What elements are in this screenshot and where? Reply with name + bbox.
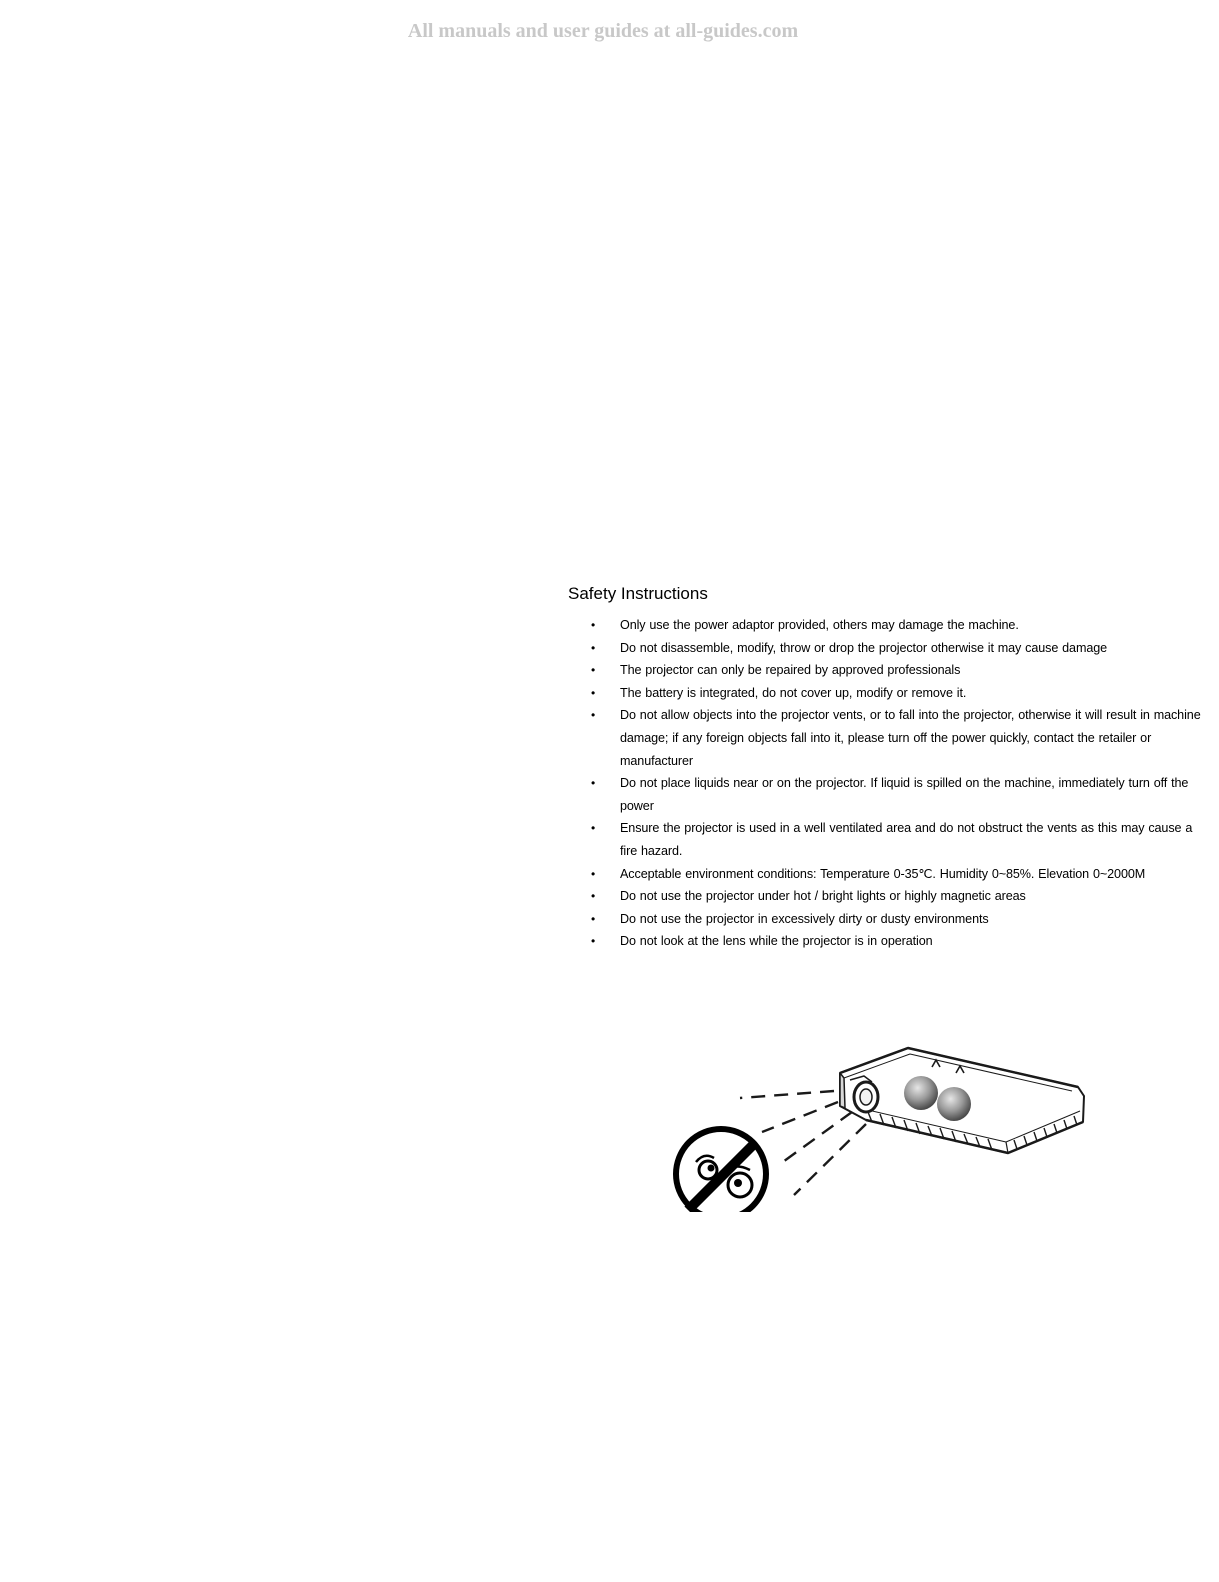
bullet: • [591, 663, 596, 678]
list-item-text: Do not use the projector under hot / bright lights or highly magnetic areas [620, 889, 1026, 904]
bullet: • [591, 911, 596, 926]
bullet: • [591, 821, 596, 836]
list-item [591, 682, 1213, 705]
bullet: • [591, 776, 596, 791]
list-item-text: The battery is integrated, do not cover up, modify or remove it. [620, 685, 967, 700]
section-title: Safety Instructions [568, 584, 708, 603]
list-item-text: Do not disassemble, modify, throw or drop the projector otherwise it may cause damage [620, 640, 1108, 655]
list-item-text: Only use the power adaptor provided, others may damage the machine. [620, 618, 1019, 632]
bullet: • [591, 934, 596, 949]
list-item [591, 704, 1213, 772]
bullet: • [591, 618, 596, 632]
list-item [591, 930, 1213, 953]
no-looking-at-lens-illustration [668, 1040, 1098, 1215]
list-item [591, 659, 1213, 682]
bullet: • [591, 640, 596, 655]
list-item-text: Do not allow objects into the projector vents, or to fall into the projector, otherwise it will result in machine damage; if any foreign objects fall into it, please turn off the power quickly, contact the retailer or manufacturer [620, 708, 1201, 768]
list-item [591, 614, 1213, 637]
list-item [591, 885, 1213, 908]
list-item-text: Do not look at the lens while the projector is in operation [620, 934, 933, 949]
list-item [591, 817, 1213, 862]
list-item [591, 863, 1213, 886]
list-item-text: Do not use the projector in excessively dirty or dusty environments [620, 911, 989, 926]
safety-instructions-list [591, 614, 1213, 953]
bullet: • [591, 708, 596, 723]
bullet: • [591, 889, 596, 904]
no-looking-at-lens-icon [668, 1040, 1098, 1215]
list-item-text: Acceptable environment conditions: Temperature 0-35℃. Humidity 0~85%. Elevation 0~2000M [620, 866, 1146, 881]
list-item [591, 908, 1213, 931]
bullet: • [591, 866, 596, 881]
list-item-text: Do not place liquids near or on the projector. If liquid is spilled on the machine, immediately turn off the power [620, 776, 1189, 813]
list-item [591, 772, 1213, 817]
prohibition-sign [676, 1129, 766, 1215]
list-item [591, 637, 1213, 660]
bullet: • [591, 685, 596, 700]
watermark: All manuals and user guides at all-guides.com [407, 20, 799, 42]
list-item-text: The projector can only be repaired by approved professionals [620, 663, 961, 678]
list-item-text: Ensure the projector is used in a well ventilated area and do not obstruct the vents as this may cause a fire hazard. [620, 821, 1193, 858]
